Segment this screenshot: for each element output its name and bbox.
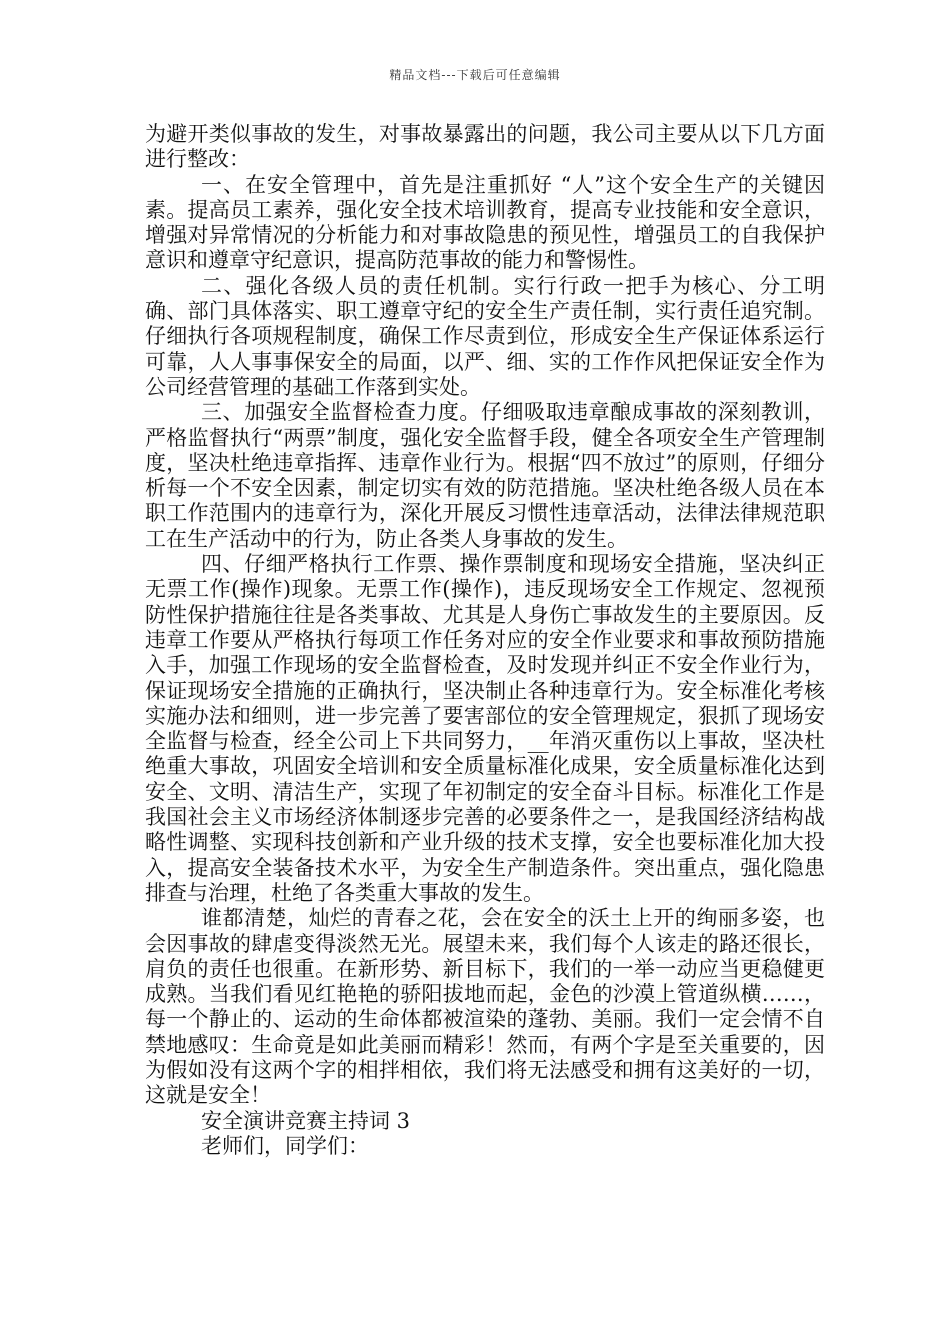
- paragraph-point-2: 二、强化各级人员的责任机制。实行行政一把手为核心、分工明确、部门具体落实、职工遵章守纪的安全生产责任制，实行责任追究制。仔细执行各项规程制度，确保工作尽责到位，形成安全生产保证体系运行可靠，人人事事保安全的局面，以严、细、实的工作作风把保证安全作为公司经营管理的基础工作落到实处。: [145, 273, 825, 399]
- section-title: 安全演讲竞赛主持词 3: [201, 1108, 411, 1133]
- paragraph-point-4: 四、仔细严格执行工作票、操作票制度和现场安全措施，坚决纠正无票工作(操作)现象。无票工作(操作)，违反现场安全工作规定、忽视预防性保护措施往往是各类事故、尤其是人身伤亡事故发生的主要原因。反违章工作要从严格执行每项工作任务对应的安全作业要求和事故预防措施入手，加强工作现场的安全监督检查，及时发现并纠正不安全作业行为，保证现场安全措施的正确执行，坚决制止各种违章行为。安全标准化考核实施办法和细则，进一步完善了要害部位的安全管理规定，狠抓了现场安全监督与检查，经全公司上下共同努力，__年消灭重伤以上事故，坚决杜绝重大事故，巩固安全培训和安全质量标准化成果，安全质量标准化达到安全、文明、清洁生产，实现了年初制定的安全奋斗目标。标准化工作是我国社会主义市场经济体制逐步完善的必要条件之一，是我国经济结构战略性调整、实现科技创新和产业升级的技术支撑，安全也要标准化加大投入，提高安全装备技术水平，为安全生产制造条件。突出重点，强化隐患排查与治理，杜绝了各类重大事故的发生。: [145, 552, 825, 905]
- paragraph-point-3: 三、加强安全监督检查力度。仔细吸取违章酿成事故的深刻教训，严格监督执行“两票”制度，强化安全监督手段，健全各项安全生产管理制度，坚决杜绝违章指挥、违章作业行为。根据“四不放过”的原则，仔细分析每一个不安全因素，制定切实有效的防范措施。坚决杜绝各级人员在本职工作范围内的违章行为，深化开展反习惯性违章活动，法律法律规范职工在生产活动中的行为，防止各类人身事故的发生。: [145, 400, 825, 551]
- page-header: 精品文档---下载后可任意编辑: [389, 68, 561, 82]
- paragraph-conclusion: 谁都清楚，灿烂的青春之花，会在安全的沃土上开的绚丽多姿，也会因事故的肆虐变得淡然无光。展望未来，我们每个人该走的路还很长，肩负的责任也很重。在新形势、新目标下，我们的一举一动应当更稳健更成熟。当我们看见红艳艳的骄阳拔地而起，金色的沙漠上管道纵横……，每一个静止的、运动的生命体都被渲染的蓬勃、美丽。我们一定会情不自禁地感叹：生命竟是如此美丽而精彩！然而，有两个字是至关重要的，因为假如没有这两个字的相拌相依，我们将无法感受和拥有这美好的一切，这就是安全！: [145, 906, 825, 1108]
- paragraph-point-1: 一、在安全管理中，首先是注重抓好 “人”这个安全生产的关键因素。提高员工素养，强化安全技术培训教育，提高专业技能和安全意识，增强对异常情况的分析能力和对事故隐患的预见性，增强员工的自我保护意识和遵章守纪意识，提高防范事故的能力和警惕性。: [145, 172, 825, 273]
- paragraph-intro: 为避开类似事故的发生，对事故暴露出的问题，我公司主要从以下几方面进行整改：: [145, 122, 825, 172]
- greeting-line: 老师们，同学们：: [201, 1133, 369, 1158]
- document-body: [145, 122, 825, 1159]
